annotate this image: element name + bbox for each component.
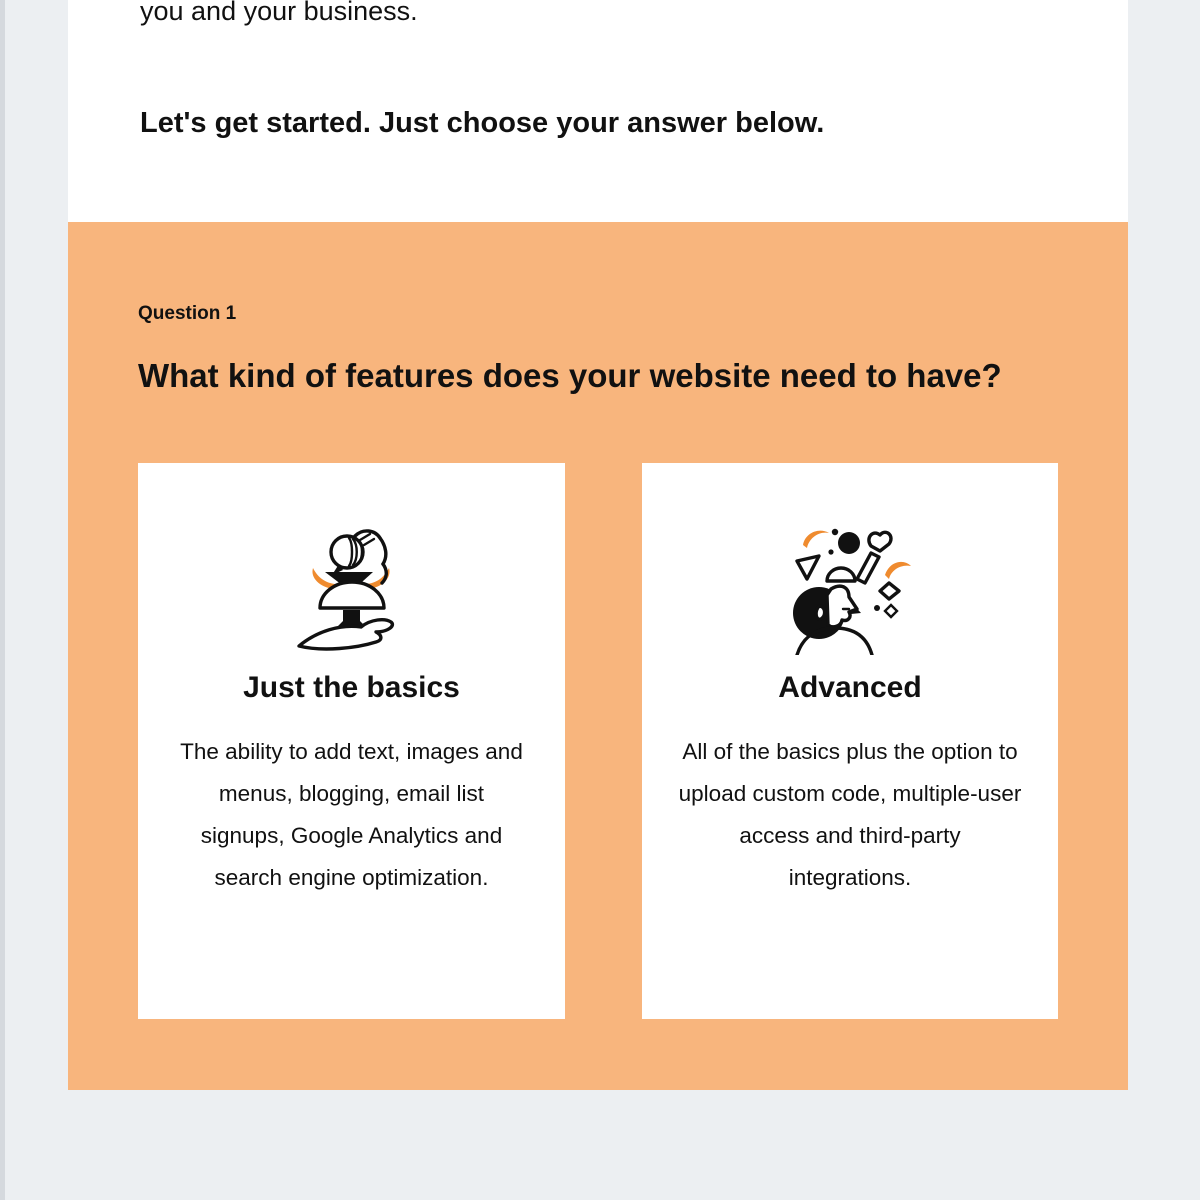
answer-card-title: Just the basics [243,671,460,704]
get-started-heading: Let's get started. Just choose your answer below. [140,107,825,139]
thinking-head-with-ideas-illustration-icon [785,525,915,655]
idea-halfdome [827,568,855,581]
ear [816,606,825,619]
answer-options [138,463,1058,1019]
hand-holding-stamp-funnel-illustration-icon [287,525,417,655]
question-number-label: Question 1 [138,303,237,324]
question-title: What kind of features does your website need to have? [138,357,1002,394]
idea-circle [838,532,860,554]
accent-crescent-right [885,562,911,579]
idea-heart [869,532,891,551]
answer-card-description: The ability to add text, images and menus, blogging, email list signups, Google Analytics and search engine optimization. [180,739,523,890]
accent-left [312,568,335,589]
face [827,586,857,627]
idea-bar [857,553,879,583]
intro-paragraph-last-line: you and your business. [140,0,418,26]
accent-crescent-left [803,531,829,548]
question-section [68,222,1128,1090]
idea-diamond [880,583,899,599]
answer-card-title: Advanced [778,671,922,704]
answer-card-description: All of the basics plus the option to upload custom code, multiple-user access and third-party integrations. [678,739,1022,890]
idea-triangle-outline [797,556,819,579]
intro-section [68,0,1128,222]
answer-card-advanced[interactable] [642,463,1058,1019]
answer-card-just-the-basics[interactable] [138,463,565,1019]
window-edge [0,0,5,1200]
email-content [68,0,1128,1090]
